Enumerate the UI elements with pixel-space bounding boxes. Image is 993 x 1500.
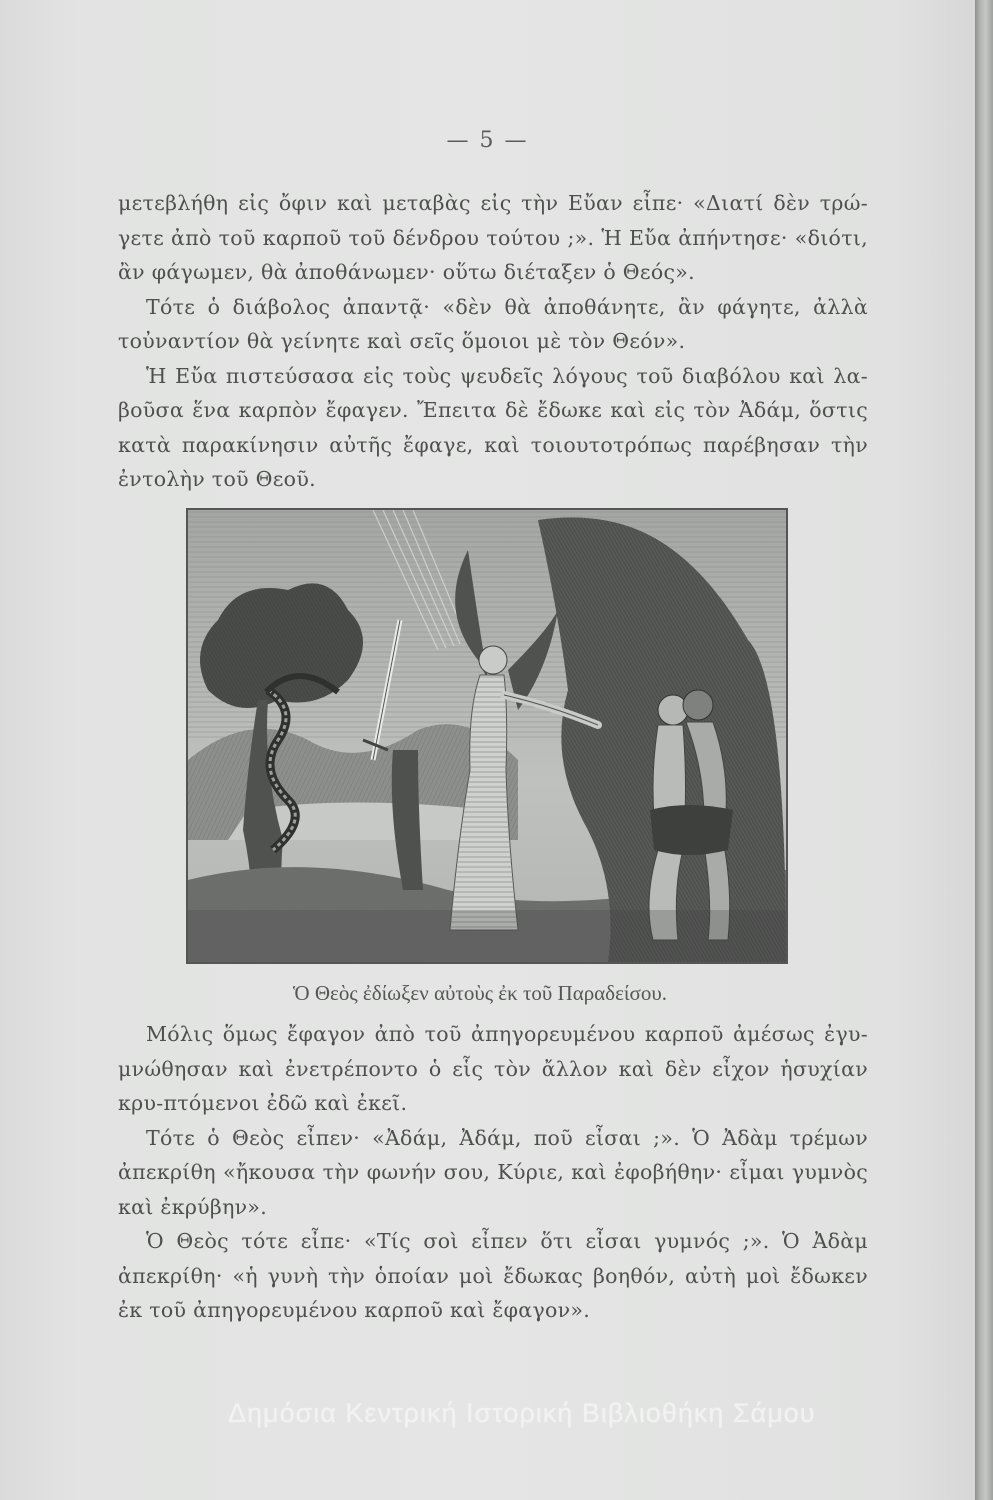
expulsion-engraving-image	[188, 510, 786, 962]
illustration-caption: Ὁ Θεὸς ἐδίωξεν αὐτοὺς ἐκ τοῦ Παραδείσου.	[292, 981, 668, 1005]
paragraph: Μόλις ὅμως ἔφαγον ἀπὸ τοῦ ἀπηγορευμένου καρποῦ ἀμέσως ἐγυ-μνώθησαν καὶ ἐνετρέποντο ὁ εἷς τὸν ἄλλον καὶ δὲν εἶχον ἡσυχίαν κρυ-πτόμενοι ἐδῶ καὶ ἐκεῖ.	[118, 1022, 868, 1115]
paragraph: Τότε ὁ Θεὸς εἶπεν· «Ἀδάμ, Ἀδάμ, ποῦ εἶσαι ;». Ὁ Ἀδὰμ τρέμων ἀπεκρίθη «ἤκουσα τὴν φωνήν σου, Κύριε, καὶ ἐφοβήθην· εἶμαι γυμνὸς καὶ ἐκρύβην».	[118, 1125, 868, 1219]
library-watermark: Δημόσια Κεντρική Ιστορική Βιβλιοθήκη Σάμου	[228, 1398, 816, 1428]
text-block-top	[118, 186, 868, 497]
text-block-bottom	[118, 1017, 868, 1328]
page-number: — 5 —	[446, 128, 529, 153]
paragraph: Τότε ὁ διάβολος ἀπαντᾷ· «δὲν θὰ ἀποθάνητε, ἂν φάγητε, ἀλλὰ τοὐναντίον θὰ γείνητε καὶ σεῖς ὅμοιοι μὲ τὸν Θεόν».	[118, 294, 868, 353]
book-page-edge	[975, 0, 993, 1500]
engraving-illustration	[186, 508, 788, 964]
paragraph: Ὁ Θεὸς τότε εἶπε· «Τίς σοὶ εἶπεν ὅτι εἶσαι γυμνός ;». Ὁ Ἀδὰμ ἀπεκρίθη· «ἡ γυνὴ τὴν ὁποίαν μοὶ ἔδωκας βοηθόν, αὐτὴ μοὶ ἔδωκεν ἐκ τοῦ ἀπηγορευμένου καρποῦ καὶ ἔφαγον».	[118, 1229, 868, 1322]
paragraph: Ἡ Εὔα πιστεύσασα εἰς τοὺς ψευδεῖς λόγους τοῦ διαβόλου καὶ λα-βοῦσα ἕνα καρπὸν ἔφαγεν. Ἔπειτα δὲ ἔδωκε καὶ εἰς τὸν Ἀδάμ, ὅστις κατὰ παρακίνησιν αὐτῆς ἔφαγε, καὶ τοιουτοτρόπως παρέβησαν τὴν ἐντολὴν τοῦ Θεοῦ.	[118, 363, 868, 491]
paragraph: μετεβλήθη εἰς ὄφιν καὶ μεταβὰς εἰς τὴν Εὔαν εἶπε· «Διατί δὲν τρώ-γετε ἀπὸ τοῦ καρποῦ τοῦ δένδρου τούτου ;». Ἡ Εὔα ἀπήντησε· «διότι, ἂν φάγωμεν, θὰ ἀποθάνωμεν· οὕτω διέταξεν ὁ Θεός».	[118, 191, 868, 284]
